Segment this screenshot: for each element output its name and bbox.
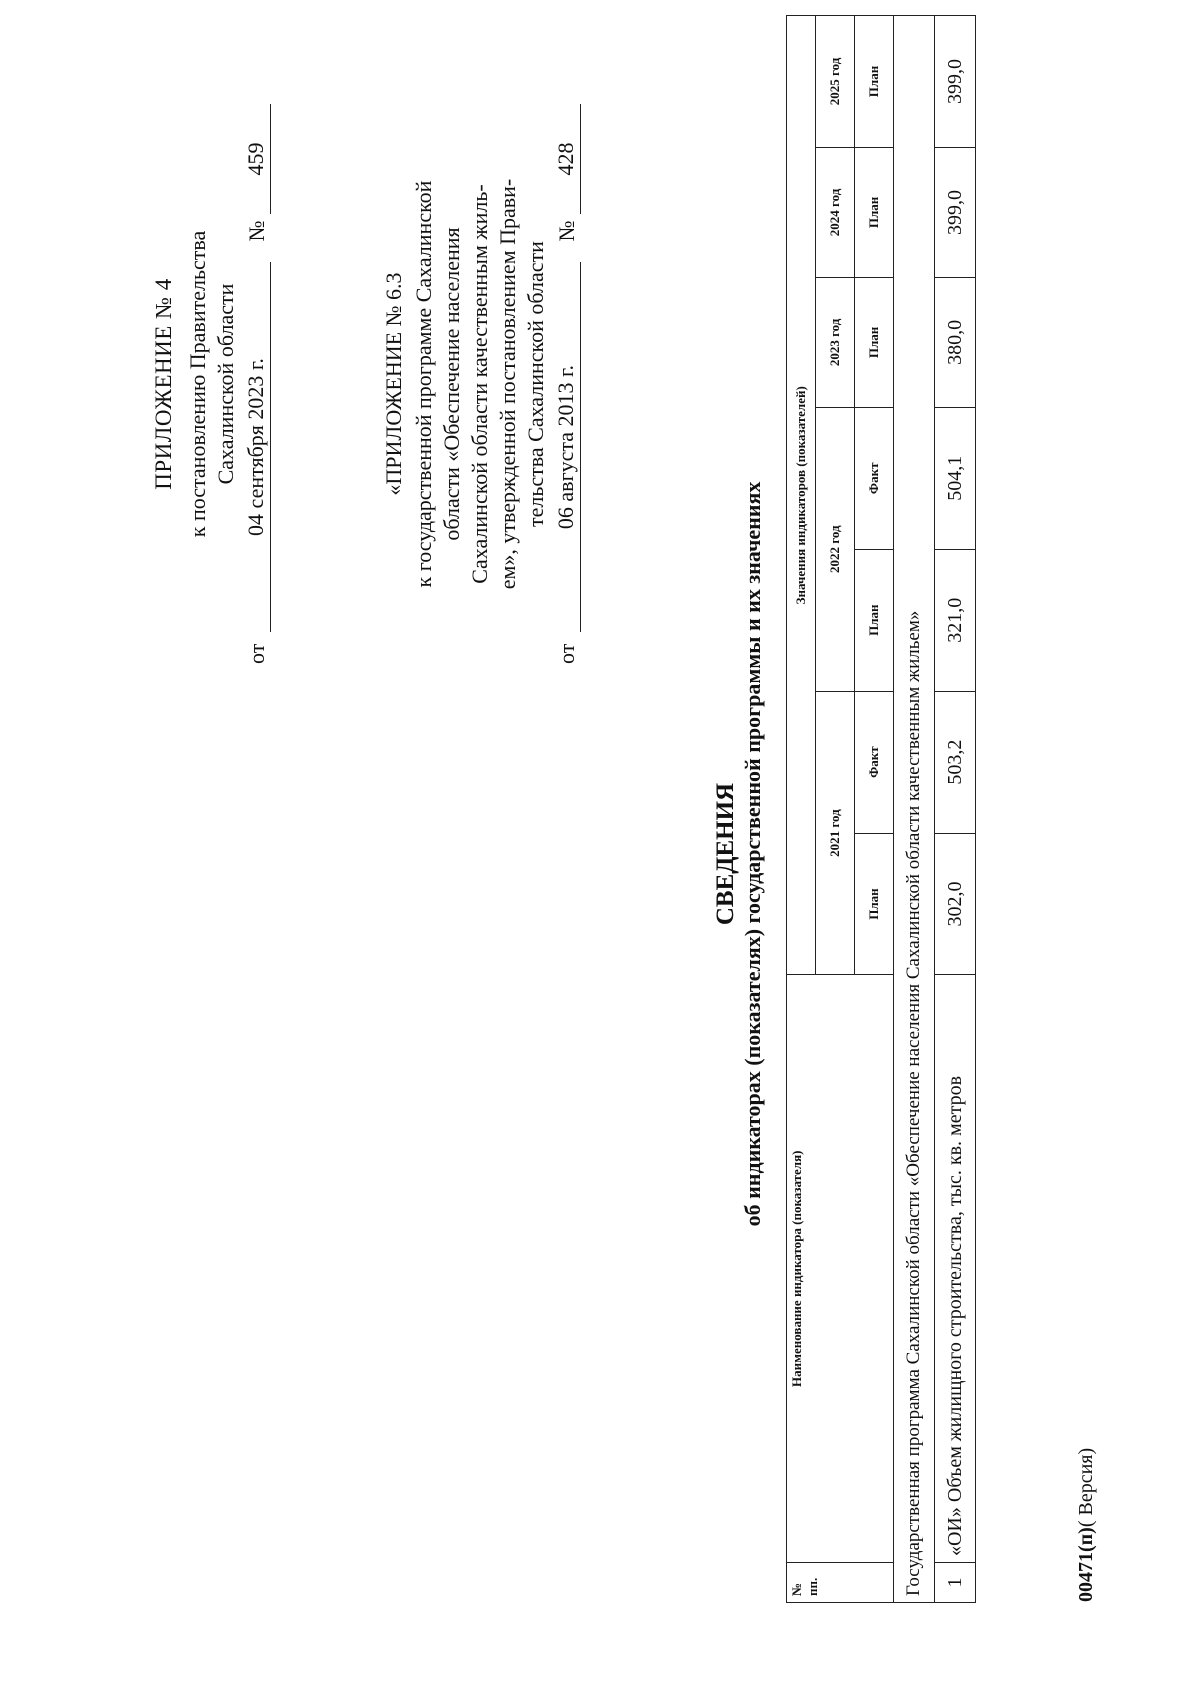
- program-row: [894, 16, 935, 1603]
- program-appendix-line-2: области «Обеспечение населения: [439, 227, 464, 541]
- row-number: 1: [935, 1563, 976, 1603]
- header-year-2022: 2022 год: [816, 407, 855, 691]
- value-2023-plan: 380,0: [935, 277, 976, 407]
- header-year-2025: 2025 год: [816, 16, 855, 148]
- value-2021-plan: 302,0: [935, 833, 976, 975]
- value-2022-fact: 504,1: [935, 407, 976, 549]
- header-number: № пп.: [787, 1563, 894, 1603]
- header-2025-plan: План: [855, 16, 894, 148]
- value-2021-fact: 503,2: [935, 691, 976, 833]
- program-appendix-line-4: ем», утвержденной постановлением Прави-: [495, 178, 520, 590]
- program-appendix-block: [380, 104, 581, 664]
- header-2022-fact: Факт: [855, 407, 894, 549]
- header-2023-plan: План: [855, 277, 894, 407]
- value-2025-plan: 399,0: [935, 16, 976, 148]
- header-year-2023: 2023 год: [816, 277, 855, 407]
- header-2024-plan: План: [855, 148, 894, 278]
- header-indicator-name: Наименование индикатора (показателя): [787, 975, 894, 1563]
- row-indicator-name: «ОИ» Объем жилищного строительства, тыс. кв. метров: [935, 975, 976, 1563]
- appendix-date: 04 сентября 2023 г.: [242, 262, 271, 632]
- appendix-number: 459: [242, 104, 271, 214]
- program-appendix-dateline: [552, 104, 581, 664]
- value-2024-plan: 399,0: [935, 148, 976, 278]
- appendix-dateline: [242, 104, 271, 664]
- program-appendix-line-3: Сахалинской области качественным жиль-: [467, 184, 492, 584]
- program-appendix-date-prefix: от: [554, 643, 579, 664]
- appendix-line-2: Сахалинской области: [213, 283, 238, 485]
- version-suffix: ( Версия): [1075, 1447, 1097, 1528]
- program-appendix-title: «ПРИЛОЖЕНИЕ № 6.3: [381, 272, 406, 496]
- appendix-date-prefix: от: [244, 643, 269, 664]
- program-appendix-line-5: тельства Сахалинской области: [523, 241, 548, 527]
- header-2021-fact: Факт: [855, 691, 894, 833]
- document-version: [1075, 1448, 1098, 1602]
- version-code: 00471(п): [1075, 1527, 1097, 1602]
- heading-title: СВЕДЕНИЯ: [712, 782, 739, 926]
- header-2021-plan: План: [855, 833, 894, 975]
- appendix-block: [150, 104, 271, 664]
- header-2022-plan: План: [855, 549, 894, 691]
- appendix-title: ПРИЛОЖЕНИЕ № 4: [151, 278, 176, 490]
- appendix-line-1: к постановлению Правительства: [185, 230, 210, 538]
- appendix-number-sign: №: [244, 220, 269, 242]
- header-year-2024: 2024 год: [816, 148, 855, 278]
- program-appendix-number: 428: [552, 104, 581, 214]
- header-year-2021: 2021 год: [816, 691, 855, 975]
- document-heading: [712, 254, 766, 1454]
- table-row: [935, 16, 976, 1603]
- heading-subtitle: об индикаторах (показателях) государственной программы и их значениях: [740, 481, 765, 1227]
- indicators-table: [786, 15, 976, 1603]
- header-indicator-values: Значения индикаторов (показателей): [787, 16, 816, 975]
- program-appendix-number-sign: №: [554, 220, 579, 242]
- value-2022-plan: 321,0: [935, 549, 976, 691]
- program-row-text: Государственная программа Сахалинской области «Обеспечение населения Сахалинской области качественным жильем»: [894, 16, 935, 1603]
- program-appendix-line-1: к государственной программе Сахалинской: [411, 180, 436, 588]
- program-appendix-date: 06 августа 2013 г.: [552, 262, 581, 632]
